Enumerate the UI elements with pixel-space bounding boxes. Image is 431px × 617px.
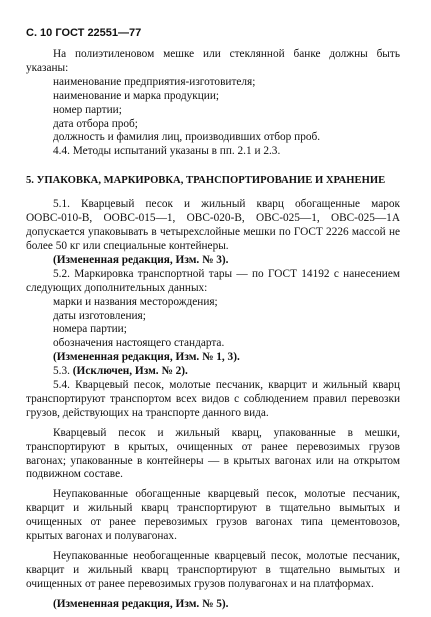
- amendment-note: (Измененная редакция, Изм. № 5).: [53, 597, 229, 610]
- paragraph-5-1: 5.1. Кварцевый песок и жильный кварц обогащенные марок ООВС-010-В, ООВС-015—1, ОВС-020-В, ОВС-025—1, ОВС-025—1А допускается упаковывать в четырехслойные мешки по ГОСТ 2226 массой не более 50 кг или специальные контейнеры.: [26, 198, 400, 252]
- page-header: С. 10 ГОСТ 22551—77: [26, 27, 142, 39]
- paragraph-5-4: 5.4. Кварцевый песок, молотые песчаник, кварцит и жильный кварц транспортируют транспортом всех видов с соблюдением правил перевозки грузов, действующих на транспорте данного вида.: [26, 379, 400, 419]
- paragraph-unpacked-raw: Неупакованные необогащенные кварцевый песок, молотые песчаник, кварцит и жильный кварц транспортируют в тщательно вымытых и очищенных от ранее перевозимых грузов полувагонах и на платформах.: [26, 550, 400, 590]
- paragraph-packed-transport: Кварцевый песок и жильный кварц, упакованные в мешки, транспортируют в крытых, очищенных от ранее перевозимых грузов вагонах; упакованные в контейнеры — в крытых вагонах или на открытом подвижном составе.: [26, 426, 400, 481]
- paragraph-5-3: [26, 365, 400, 379]
- list-item: наименование предприятия-изготовителя;: [53, 75, 256, 88]
- document-body: [26, 48, 400, 612]
- paragraph-5-2: 5.2. Маркировка транспортной тары — по ГОСТ 14192 с нанесением следующих дополнительных данных:: [26, 267, 400, 294]
- intro-paragraph: На полиэтиленовом мешке или стеклянной банке должны быть указаны:: [26, 48, 400, 74]
- amendment-note: (Измененная редакция, Изм. № 3).: [53, 253, 229, 266]
- list-item: номер партии;: [53, 103, 122, 116]
- clause-excluded-note: (Исключен, Изм. № 2).: [72, 365, 188, 378]
- amendment-note: (Измененная редакция, Изм. № 1, 3).: [53, 351, 240, 364]
- section-title: 5. УПАКОВКА, МАРКИРОВКА, ТРАНСПОРТИРОВАНИЕ И ХРАНЕНИЕ: [26, 175, 386, 187]
- list-item: наименование и марка продукции;: [53, 89, 220, 102]
- list-item: дата отбора проб;: [53, 117, 138, 130]
- list-item: обозначения настоящего стандарта.: [53, 337, 225, 350]
- paragraph-4-4: 4.4. Методы испытаний указаны в пп. 2.1 и 2.3.: [53, 145, 281, 158]
- clause-number: 5.3.: [53, 365, 70, 378]
- list-item: марки и названия месторождения;: [53, 295, 218, 308]
- list-item: даты изготовления;: [53, 309, 146, 322]
- paragraph-unpacked-enriched: Неупакованные обогащенные кварцевый песок, молотые песчаник, кварцит и жильный кварц транспортируют в тщательно вымытых и очищенных от ранее перевозимых грузов вагонах типа цементовозов, крытых вагонах и полувагонах.: [26, 488, 400, 543]
- list-item: должность и фамилия лиц, производивших отбор проб.: [53, 131, 321, 144]
- list-item: номера партии;: [53, 323, 127, 336]
